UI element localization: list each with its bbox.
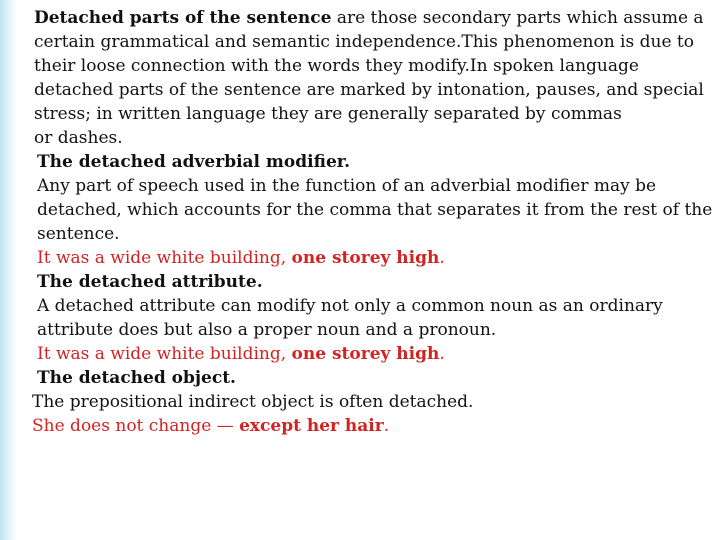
heading-adverbial-modifier: The detached adverbial modifier. — [37, 152, 351, 172]
object-line-1: The prepositional indirect object is often detached. — [32, 392, 474, 412]
adverbial-line-1: Any part of speech used in the function of an adverbial modifier may be — [37, 176, 657, 196]
example-adverbial — [37, 246, 445, 270]
example-end: . — [439, 344, 445, 364]
heading-object: The detached object. — [37, 368, 236, 388]
example-text: It was a wide white building, — [37, 344, 292, 364]
example-bold: one storey high — [291, 248, 440, 268]
line-text: are those secondary parts which assume a — [331, 8, 704, 28]
intro-line-2: certain grammatical and semantic independence.This phenomenon is due to — [34, 32, 694, 52]
intro-line-5: stress; in written language they are generally separated by commas — [34, 104, 622, 124]
intro-line-4: detached parts of the sentence are marked by intonation, pauses, and special — [34, 80, 704, 100]
example-object — [32, 414, 389, 438]
example-text: It was a wide white building, — [37, 248, 292, 268]
intro-line-6: or dashes. — [34, 128, 123, 148]
term-bold: Detached parts of the sentence — [34, 8, 332, 28]
example-attribute — [37, 342, 445, 366]
intro-line-3: their loose connection with the words they modify.In spoken language — [34, 56, 639, 76]
example-end: . — [439, 248, 445, 268]
example-end: . — [383, 416, 390, 436]
adverbial-line-2: detached, which accounts for the comma that separates it from the rest of the — [37, 200, 713, 220]
adverbial-line-3: sentence. — [37, 224, 120, 244]
example-bold: one storey high — [291, 344, 440, 364]
example-bold: except her hair — [239, 416, 384, 436]
heading-attribute: The detached attribute. — [37, 272, 263, 292]
attribute-line-1: A detached attribute can modify not only a common noun as an ordinary — [37, 296, 663, 316]
example-text: She does not change — — [32, 416, 240, 436]
attribute-line-2: attribute does but also a proper noun and a pronoun. — [37, 320, 497, 340]
intro-line-1 — [34, 6, 704, 30]
